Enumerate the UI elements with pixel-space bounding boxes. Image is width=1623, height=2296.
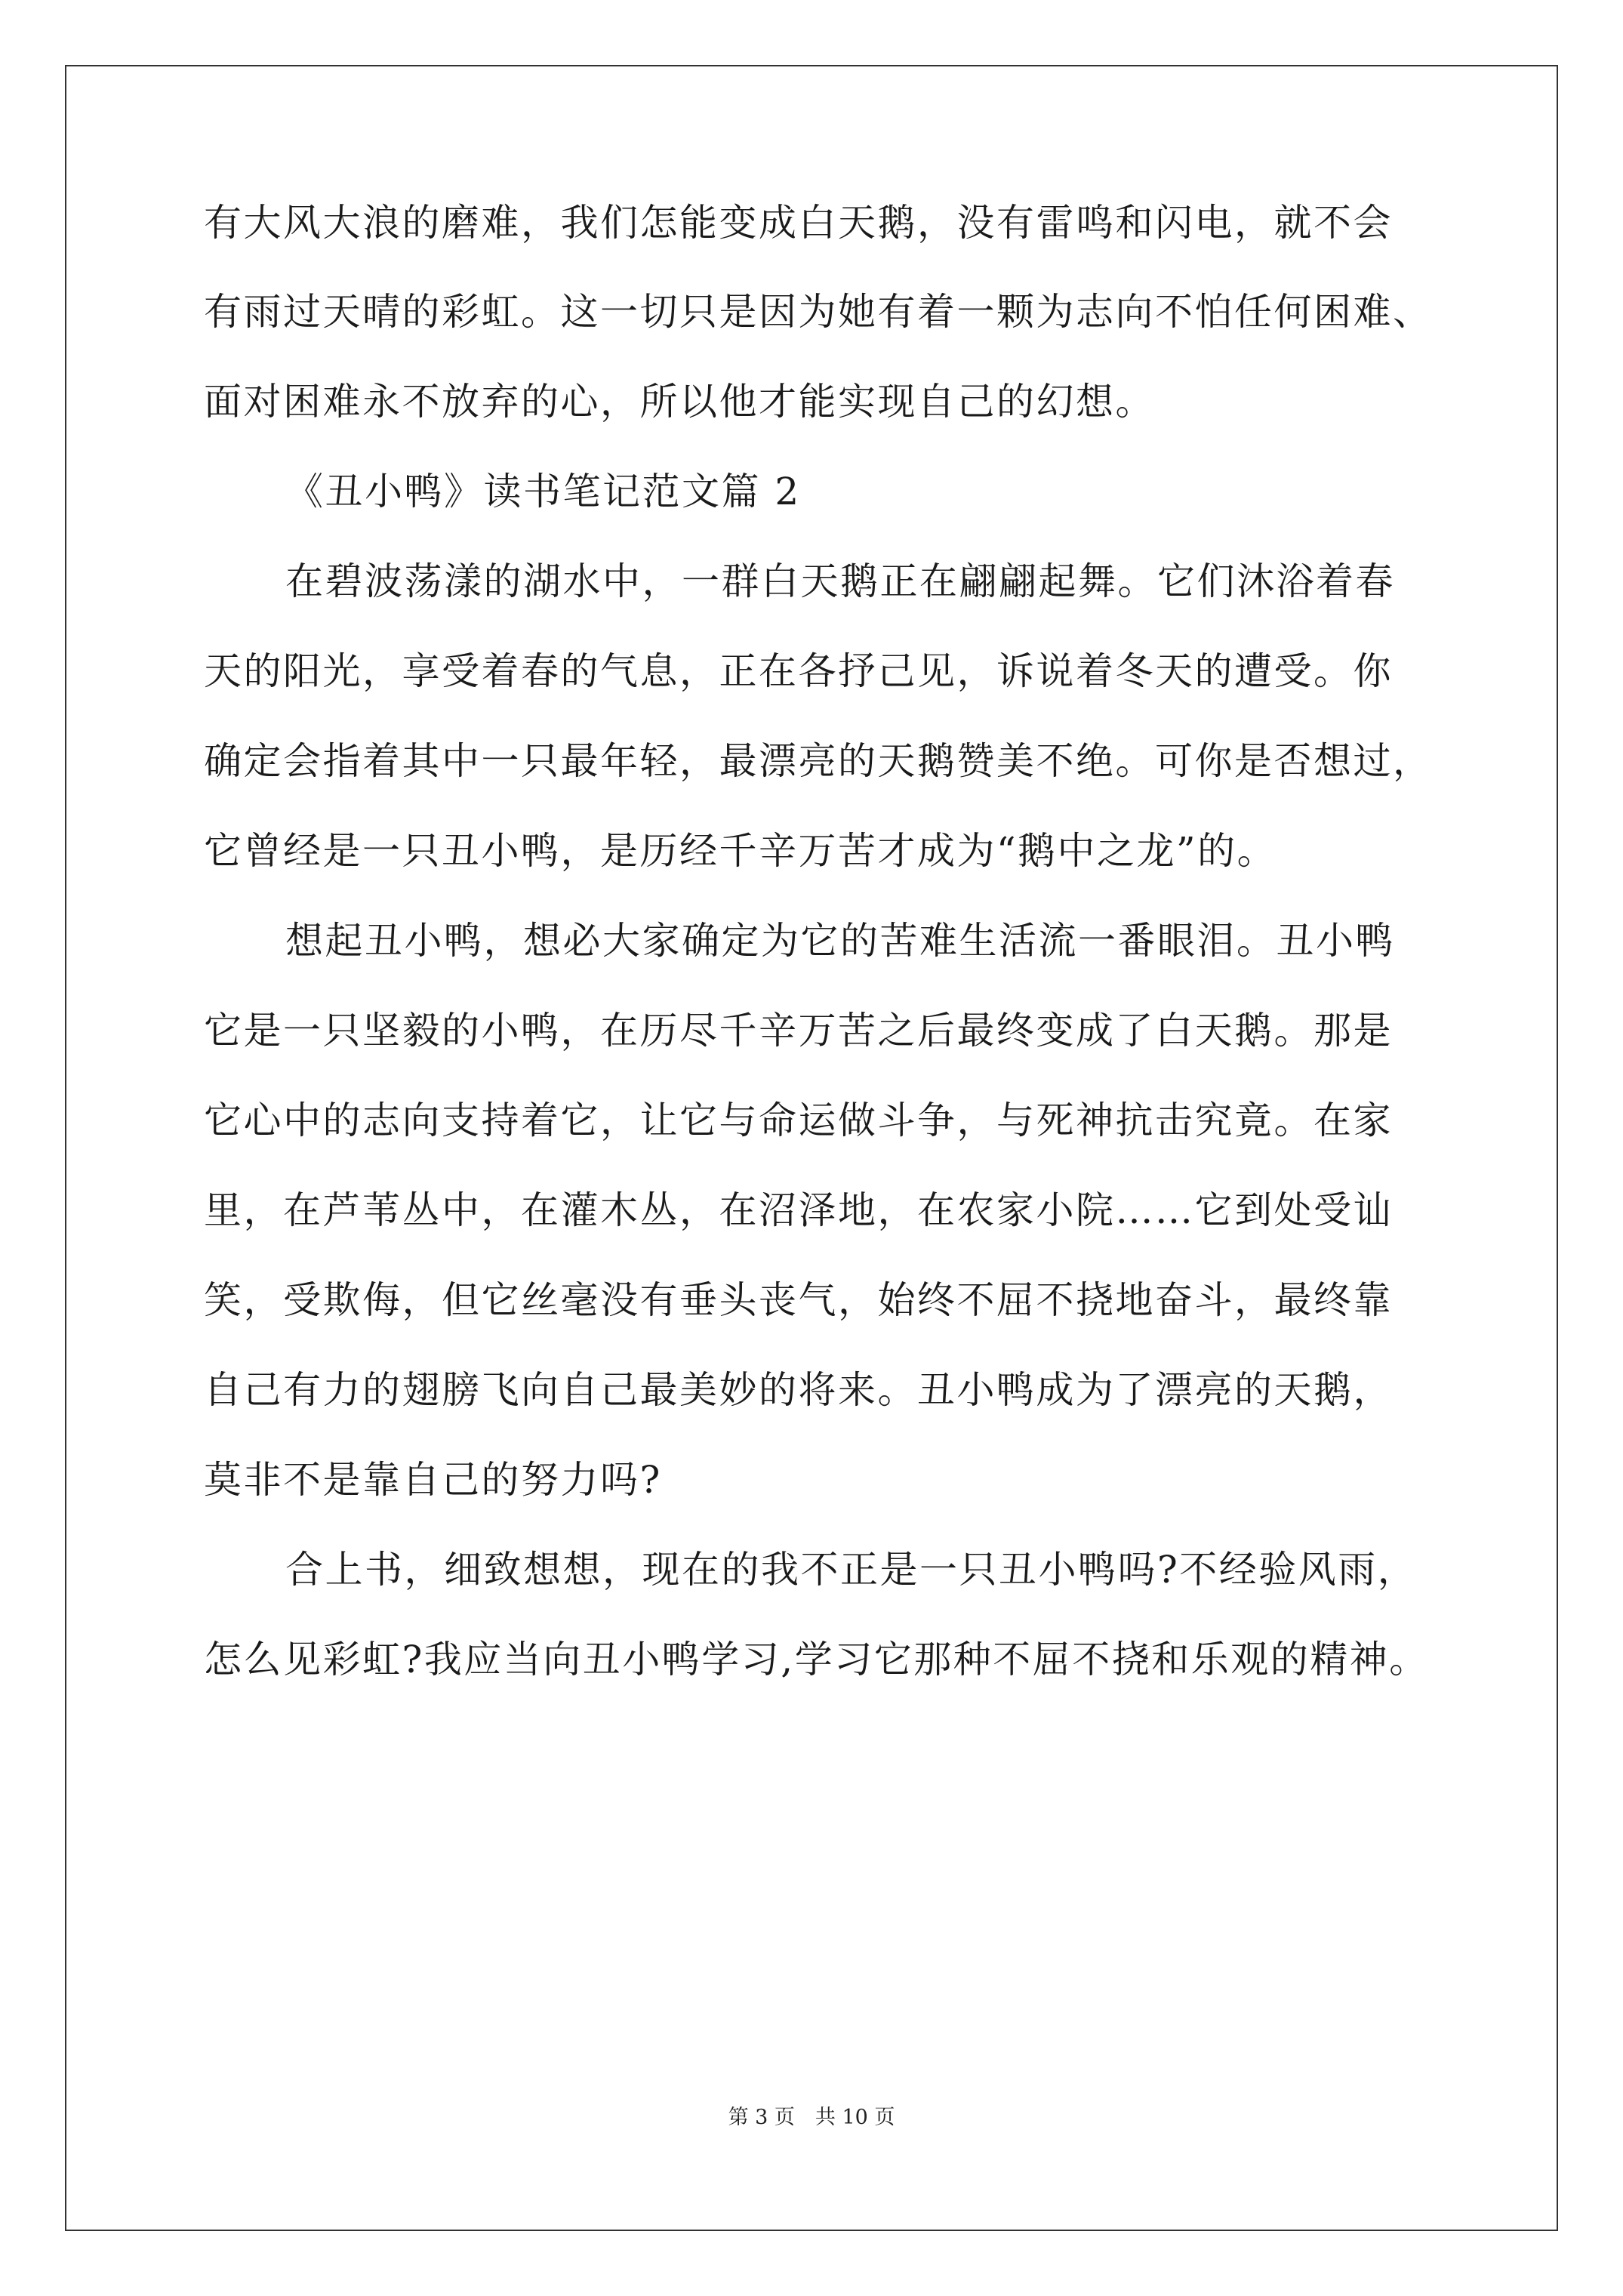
text-line: 怎么见彩虹?我应当向丑小鸭学习,学习它那种不屈不挠和乐观的精神。	[204, 1638, 1429, 1681]
text-line: 笑，受欺侮，但它丝毫没有垂头丧气，始终不屈不挠地奋斗，最终靠	[204, 1278, 1393, 1322]
text-line: 莫非不是靠自己的努力吗?	[204, 1458, 662, 1502]
section-heading: 《丑小鸭》读书笔记范文篇 2	[285, 470, 801, 513]
text-line: 天的阳光，享受着春的气息，正在各抒己见，诉说着冬天的遭受。你	[204, 649, 1393, 693]
page-number-footer: 第 3 页 共 10 页	[728, 2106, 895, 2129]
text-line: 有大风大浪的磨难，我们怎能变成白天鹅，没有雷鸣和闪电，就不会	[204, 201, 1393, 245]
text-line: 它心中的志向支持着它，让它与命运做斗争，与死神抗击究竟。在家	[204, 1099, 1393, 1142]
text-line: 在碧波荡漾的湖水中，一群白天鹅正在翩翩起舞。它们沐浴着春	[285, 559, 1395, 603]
text-line: 面对困难永不放弃的心，所以他才能实现自己的幻想。	[204, 380, 1155, 424]
text-line: 合上书，细致想想，现在的我不正是一只丑小鸭吗?不经验风雨，	[285, 1548, 1418, 1592]
text-line: 想起丑小鸭，想必大家确定为它的苦难生活流一番眼泪。丑小鸭	[285, 919, 1395, 963]
text-line: 它是一只坚毅的小鸭，在历尽千辛万苦之后最终变成了白天鹅。那是	[204, 1009, 1393, 1052]
text-line: 确定会指着其中一只最年轻，最漂亮的天鹅赞美不绝。可你是否想过，	[204, 739, 1433, 783]
text-line: 自己有力的翅膀飞向自己最美妙的将来。丑小鸭成为了漂亮的天鹅，	[204, 1368, 1393, 1412]
text-line: 有雨过天晴的彩虹。这一切只是因为她有着一颗为志向不怕任何困难、	[204, 290, 1433, 334]
text-line: 里，在芦苇丛中，在灌木丛，在沼泽地，在农家小院……它到处受讪	[204, 1188, 1393, 1232]
text-line: 它曾经是一只丑小鸭，是历经千辛万苦才成为“鹅中之龙”的。	[204, 829, 1277, 873]
